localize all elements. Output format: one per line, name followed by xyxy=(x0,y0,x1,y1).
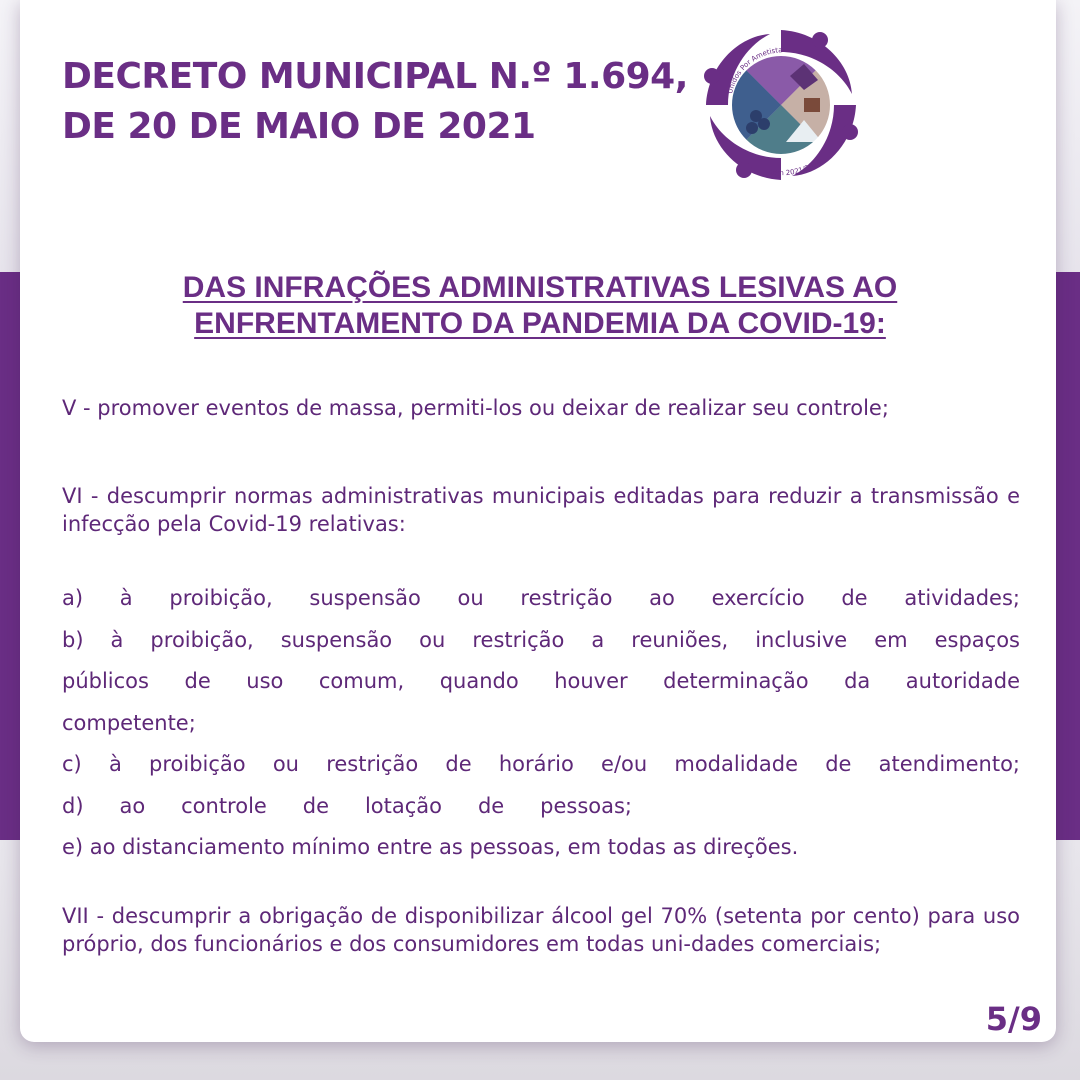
decree-title-line2: DE 20 DE MAIO DE 2021 xyxy=(62,106,536,147)
decree-title xyxy=(62,52,688,152)
sub-item-d: d) ao controle de lotação de pessoas; xyxy=(62,793,632,818)
municipal-logo-emblem xyxy=(700,24,862,186)
page-indicator: 5/9 xyxy=(985,1000,1042,1038)
sub-item-c: c) à proibição ou restrição de horário e/ou modalidade de atendimento; xyxy=(62,752,1020,776)
logo-bottom-text: Adm 2021/2024 xyxy=(767,157,823,178)
sub-item-b-line2: públicos de uso comum, quando houver determinação da autoridade xyxy=(62,669,1020,693)
sub-item-a: a) à proibição, suspensão ou restrição ao exercício de atividades; xyxy=(62,586,1020,610)
decree-title-line1: DECRETO MUNICIPAL N.º 1.694, xyxy=(62,56,688,97)
section-heading xyxy=(40,270,1040,342)
paragraph-item-v: V - promover eventos de massa, permiti-los ou deixar de realizar seu controle; xyxy=(62,396,889,420)
section-heading-line2: ENFRENTAMENTO DA PANDEMIA DA COVID-19: xyxy=(194,307,886,340)
sub-item-b-line1: b) à proibição, suspensão ou restrição a reuniões, inclusive em espaços xyxy=(62,627,1020,652)
sub-items-list xyxy=(62,578,1020,869)
sub-item-b-line3: competente; xyxy=(62,710,196,735)
sub-item-e: e) ao distanciamento mínimo entre as pessoas, em todas as direções. xyxy=(62,835,799,859)
paragraph-item-vii: VII - descumprir a obrigação de disponibilizar álcool gel 70% (setenta por cento) para uso próprio, dos funcionários e dos consumidores em todas uni-dades comerciais; xyxy=(62,904,1020,956)
paragraph-item-vi: VI - descumprir normas administrativas municipais editadas para reduzir a transmissão e infecção pela Covid-19 relativas: xyxy=(62,484,1020,536)
section-heading-line1: DAS INFRAÇÕES ADMINISTRATIVAS LESIVAS AO xyxy=(182,271,898,304)
logo-top-text: Unidos Por Ametista xyxy=(726,46,783,95)
